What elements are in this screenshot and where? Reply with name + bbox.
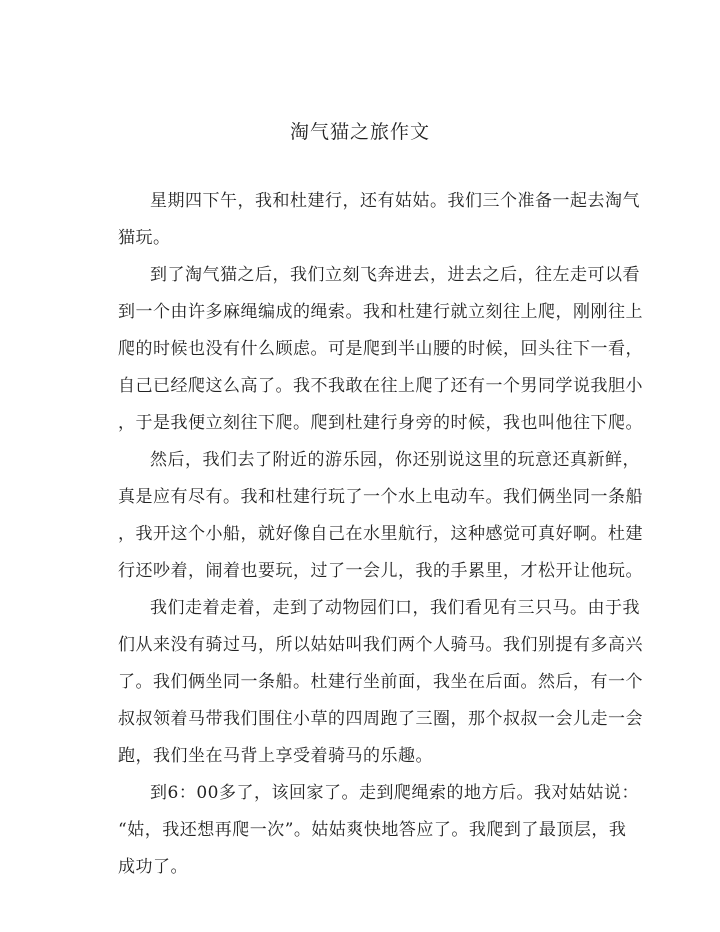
document-body xyxy=(118,183,643,886)
paragraph-4-line-2: 们从来没有骑过马，所以姑姑叫我们两个人骑马。我们别提有多高兴 xyxy=(118,635,643,655)
paragraph-1-line-2: 猫玩。 xyxy=(118,228,171,248)
paragraph-5-line-2: “姑，我还想再爬一次”。姑姑爽快地答应了。我爬到了最顶层，我 xyxy=(118,820,627,840)
paragraph-1-line-1: 星期四下午，我和杜建行，还有姑姑。我们三个准备一起去淘气 xyxy=(150,191,640,211)
paragraph-3-line-4: 行还吵着，闹着也要玩，过了一会儿，我的手累里，才松开让他玩。 xyxy=(118,561,643,581)
paragraph-2-line-5: ，于是我便立刻往下爬。爬到杜建行身旁的时候，我也叫他往下爬。 xyxy=(118,413,643,433)
paragraph-2-line-1: 到了淘气猫之后，我们立刻飞奔进去，进去之后，往左走可以看 xyxy=(150,265,640,285)
paragraph-2-line-2: 到一个由许多麻绳编成的绳索。我和杜建行就立刻往上爬，刚刚往上 xyxy=(118,302,643,322)
paragraph-4-line-1: 我们走着走着，走到了动物园们口，我们看见有三只马。由于我 xyxy=(150,598,640,618)
paragraph-4-line-3: 了。我们俩坐同一条船。杜建行坐前面，我坐在后面。然后，有一个 xyxy=(118,672,643,692)
paragraph-4-line-5: 跑，我们坐在马背上享受着骑马的乐趣。 xyxy=(118,746,433,766)
document-title: 淘气猫之旅作文 xyxy=(289,121,430,143)
paragraph-3-line-2: 真是应有尽有。我和杜建行玩了一个水上电动车。我们俩坐同一条船 xyxy=(118,487,643,507)
paragraph-2-line-3: 爬的时候也没有什么顾虑。可是爬到半山腰的时候，回头往下一看， xyxy=(118,339,643,359)
paragraph-5-line-3: 成功了。 xyxy=(118,857,188,877)
paragraph-4-line-4: 叔叔领着马带我们围住小草的四周跑了三圈，那个叔叔一会儿走一会 xyxy=(118,709,643,729)
paragraph-2-line-4: 自己已经爬这么高了。我不我敢在往上爬了还有一个男同学说我胆小 xyxy=(118,376,643,396)
paragraph-3-line-1: 然后，我们去了附近的游乐园，你还别说这里的玩意还真新鲜， xyxy=(150,450,640,470)
paragraph-3-line-3: ，我开这个小船，就好像自己在水里航行，这种感觉可真好啊。杜建 xyxy=(118,524,643,544)
paragraph-5-line-1: 到6：00多了，该回家了。走到爬绳索的地方后。我对姑姑说： xyxy=(150,783,639,803)
